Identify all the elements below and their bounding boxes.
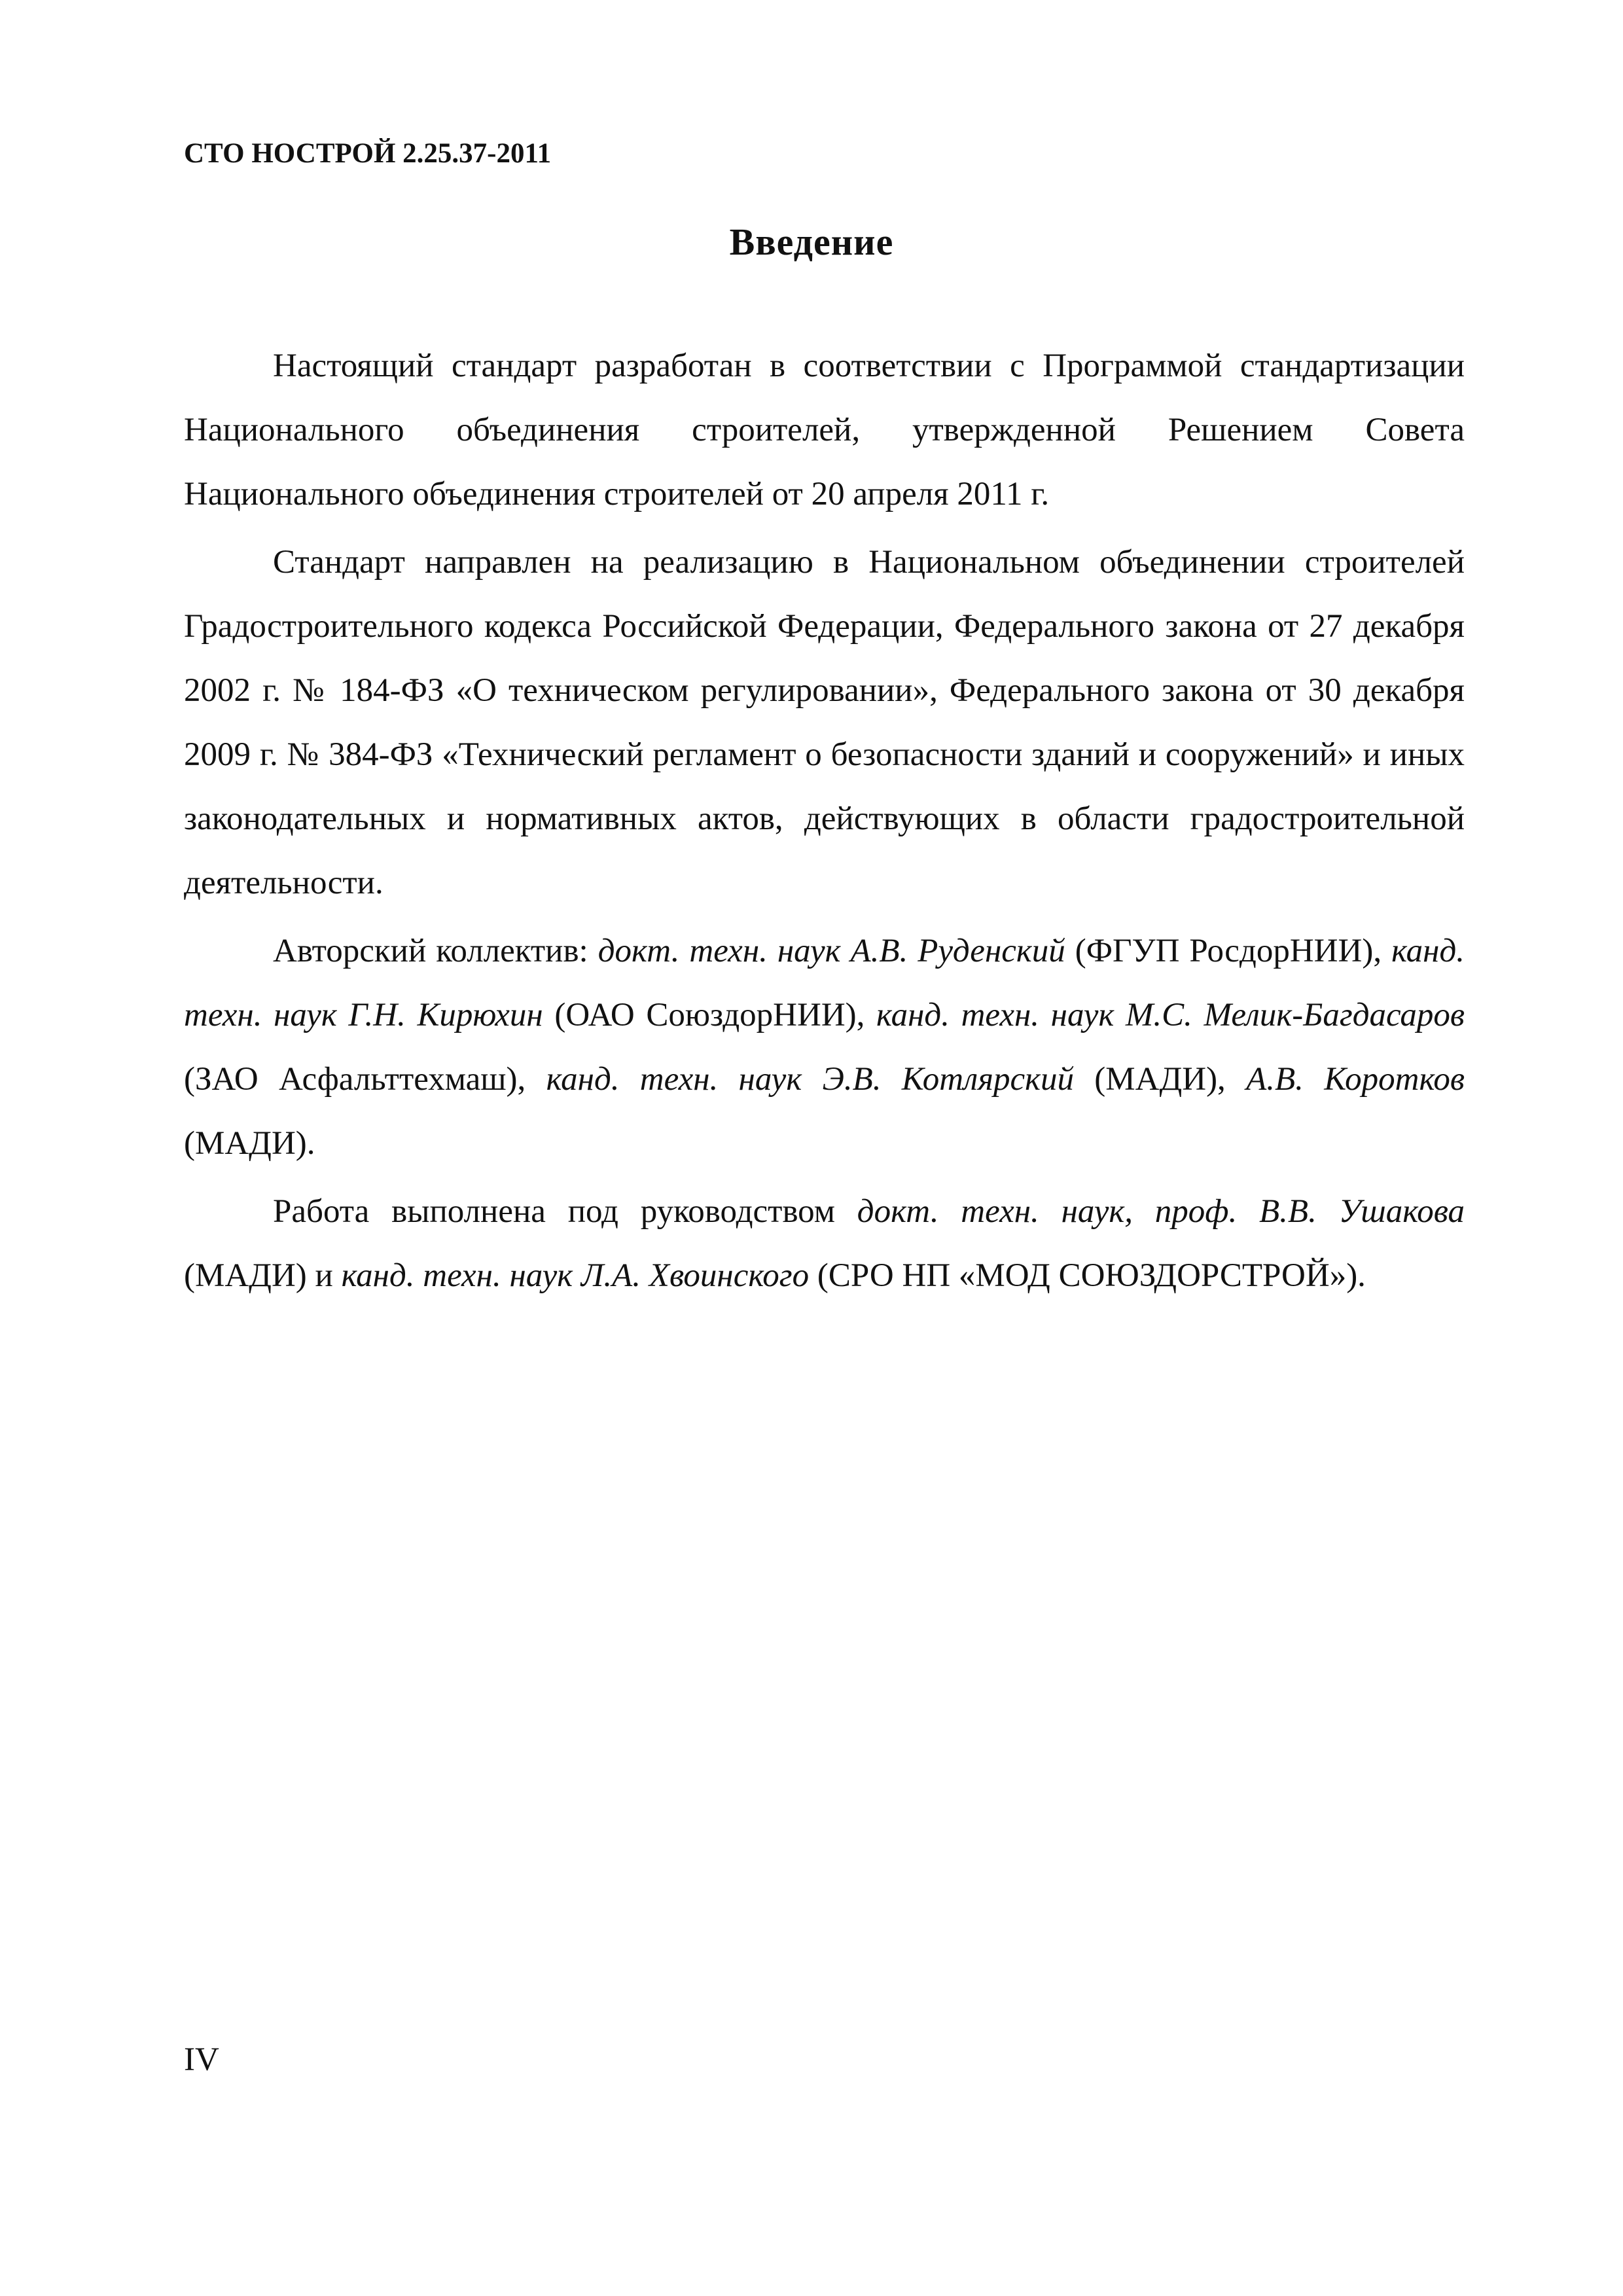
supervisor-name: канд. техн. наук Л.А. Хвоинского	[341, 1257, 810, 1294]
paragraph-supervision	[184, 1179, 1465, 1308]
author-organization: (МАДИ).	[184, 1125, 315, 1162]
document-body	[184, 334, 1465, 1312]
paragraph-purpose: Стандарт направлен на реализацию в Национальном объединении строителей Градостроительного кодекса Российской Федерации, Федерального закона от 27 декабря 2002 г. № 184-ФЗ «О техническом регулировании», Федерального закона от 30 декабря 2009 г. № 384-ФЗ «Технический регламент о безопасности зданий и сооружений» и иных законодательных и нормативных актов, действующих в области градостроительной деятельности.	[184, 544, 1465, 901]
author-organization: (ФГУП РосдорНИИ),	[1065, 933, 1392, 969]
section-title: Введение	[729, 221, 894, 263]
supervisor-name: докт. техн. наук, проф. В.В. Ушакова	[857, 1193, 1465, 1230]
supervision-lead: Работа выполнена под руководством	[273, 1193, 857, 1230]
author-name: канд. техн. наук М.С. Мелик-Багдасаров	[876, 997, 1465, 1033]
paragraph-program: Настоящий стандарт разработан в соответствии с Программой стандартизации Национального объединения строителей, утвержденной Решением Совета Национального объединения строителей от 20 апреля 2011 г.	[184, 348, 1465, 512]
document-code: СТО НОСТРОЙ 2.25.37-2011	[184, 138, 552, 169]
author-name: канд. техн. наук Э.В. Котлярский	[546, 1061, 1074, 1098]
author-name: докт. техн. наук А.В. Руденский	[597, 933, 1065, 969]
author-organization: (МАДИ),	[1074, 1061, 1247, 1098]
supervisor-organization: (МАДИ) и	[184, 1257, 342, 1294]
page-number: IV	[184, 2041, 219, 2078]
paragraph-authors	[184, 919, 1465, 1175]
author-name: А.В. Коротков	[1246, 1061, 1465, 1098]
author-name: канд. техн. наук Г.Н. Кирюхин	[184, 933, 1465, 1033]
author-organization: (ЗАО Асфальттехмаш),	[184, 1061, 546, 1098]
author-organization: (ОАО СоюздорНИИ),	[543, 997, 877, 1033]
authors-lead: Авторский коллектив:	[273, 933, 598, 969]
supervisor-organization: (СРО НП «МОД СОЮЗДОРСТРОЙ»).	[809, 1257, 1366, 1294]
